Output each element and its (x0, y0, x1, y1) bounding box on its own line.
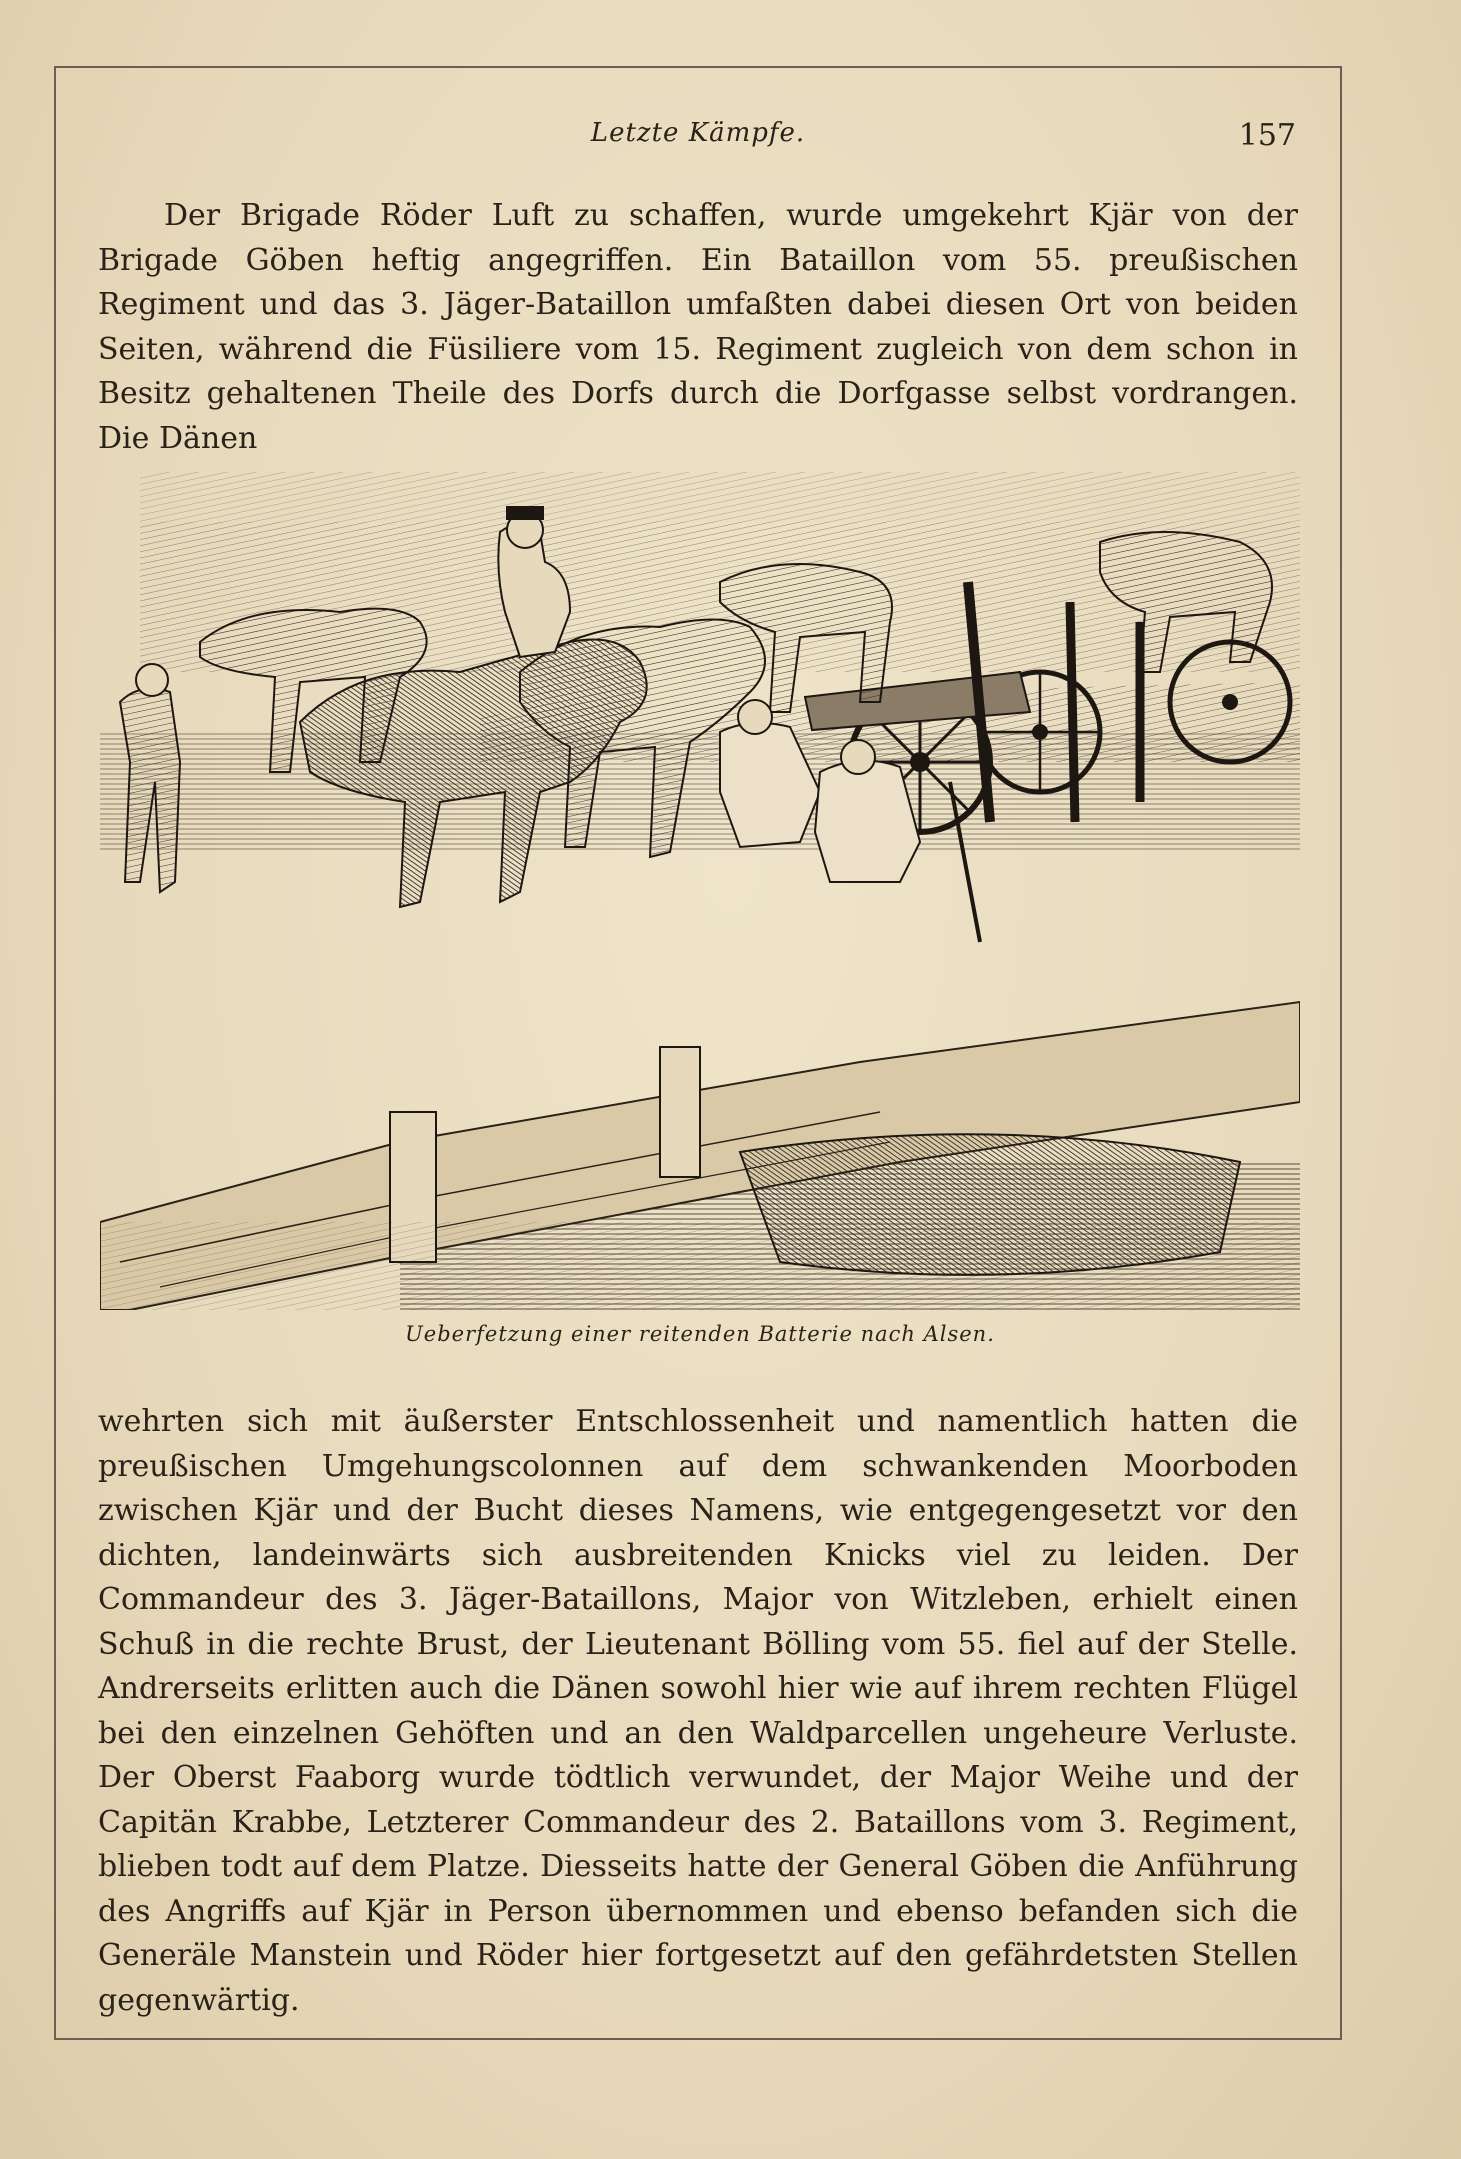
illustration-engraving (100, 462, 1300, 1310)
body-paragraph-top: Der Brigade Röder Luft zu schaffen, wurde umgekehrt Kjär von der Brigade Göben heftig angegriffen. Ein Bataillon vom 55. preußischen Regiment und das 3. Jäger-Bataillon umfaßten dabei diesen Ort von beiden Seiten, während die Füsiliere vom 15. Regiment zugleich von dem schon in Besitz gehaltenen Theile des Dorfs durch die Dorfgasse selbst vordrangen. Die Dänen (98, 198, 1298, 456)
body-paragraph-bottom: wehrten sich mit äußerster Entschlossenheit und namentlich hatten die preußischen Umgehungscolonnen auf dem schwankenden Moorboden zwischen Kjär und der Bucht dieses Namens, wie entgegengesetzt vor den dichten, landeinwärts sich ausbreitenden Knicks viel zu leiden. Der Commandeur des 3. Jäger-Bataillons, Major von Witzleben, erhielt einen Schuß in die rechte Brust, der Lieutenant Bölling vom 55. fiel auf der Stelle. Andrerseits erlitten auch die Dänen sowohl hier wie auf ihrem rechten Flügel bei den einzelnen Gehöften und an den Waldparcellen ungeheure Verluste. Der Oberst Faaborg wurde tödtlich verwundet, der Major Weihe und der Capitän Krabbe, Letzterer Commandeur des 2. Bataillons vom 3. Regiment, blieben todt auf dem Platze. Diesseits hatte der General Göben die Anführung des Angriffs auf Kjär in Person übernommen und ebenso befanden sich die Generäle Manstein und Röder hier fortgesetzt auf den gefährdetsten Stellen gegenwärtig. (98, 1404, 1298, 2018)
figure-caption: Ueberfetzung einer reitenden Batterie nach Alsen. (405, 1322, 995, 1346)
running-title: Letzte Kämpfe. (590, 118, 806, 148)
page-number: 157 (1238, 118, 1296, 153)
bollard (660, 1047, 700, 1177)
running-head (100, 118, 1296, 162)
soldier (120, 689, 180, 892)
